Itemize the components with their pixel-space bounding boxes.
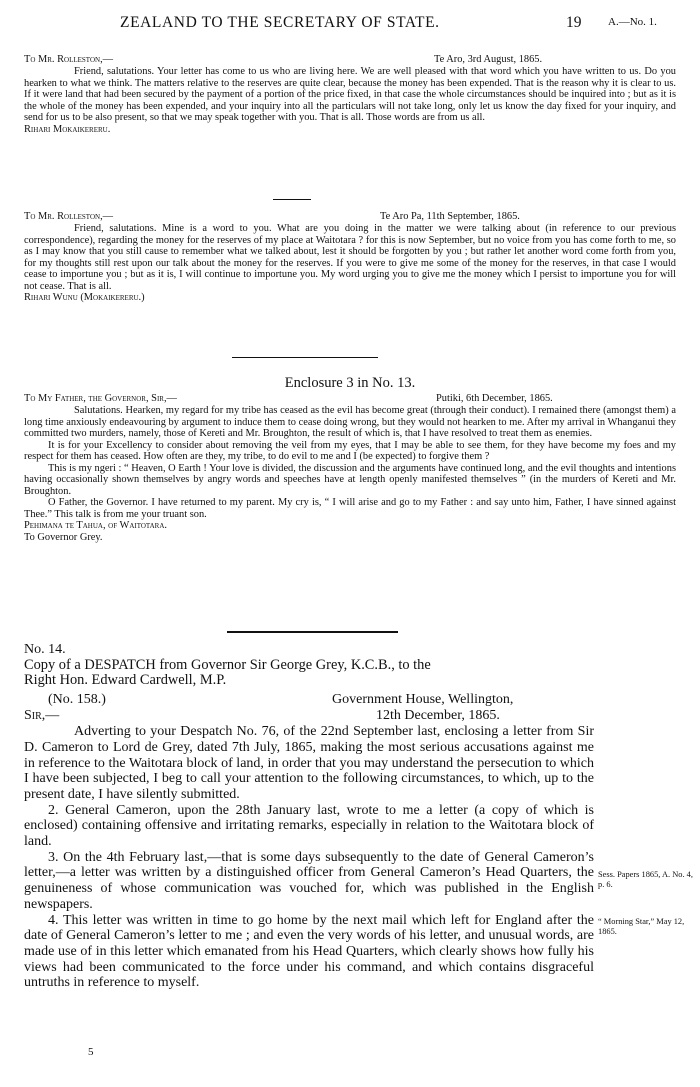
margin-note: “ Morning Star,” May 12, 1865. <box>598 917 685 936</box>
despatch-date: 12th December, 1865. <box>376 708 500 724</box>
letter-paragraph: This is my ngeri : “ Heaven, O Earth ! Your love is divided, the discussion and the arguments have continued long, and the evil thoughts and intentions having occasionally shown themselves by angry words and speeches have at length openly manifested themselves ” (in the murders of Kereti and Mr. Broughton. <box>24 462 676 497</box>
page-header <box>0 14 700 36</box>
letter-body: Friend, salutations. Mine is a word to you. What are you doing in the matter we were talking about (in reference to our previous correspondence), regarding the money for the reserves of my place at Waitotara ? for this is now September, but no voice from you has come forth to me, so as I may know that you still cause to remember what we talked about, lest it should be forgotten by you ; but rather let another word come forth from you, for my thoughts still rest upon our talk about the money for the reserves. If you were to give me some of the money for the reserves, in that case I would cease to importune you ; but as it is, I will continue to importune you. My word urging you to give me the money which I persist to importune you for will not cease. That is all. <box>24 223 676 292</box>
despatch-salutation: Sir,— <box>24 708 60 724</box>
printer-signature-mark: 5 <box>88 1046 94 1058</box>
letter-salutation: To Mr. Rolleston,— <box>24 54 114 65</box>
page-number: 19 <box>566 14 582 31</box>
separator-rule <box>273 199 311 200</box>
letter-body: Friend, salutations. Your letter has come to us who are living here. We are well pleased with that word which you have written to us. Do you hearken to what we think. The matters relative to the reserves are quite clear, because the money has been expended. That is the reason why it is clear to us. If it were land that had been secured by the payment of a portion of the price fixed, in that case the whole circumstances should be inquired into ; but as it is the whole of the money has been expended, and your inquiry into all the particulars will not take long, only let us know the day fixed for your inquiry, and send for us to be also present, so that we may speak together with you. That is all. Those words are from us all. <box>24 66 676 123</box>
separator-rule <box>227 631 398 633</box>
despatch-place: Government House, Wellington, <box>332 692 514 708</box>
margin-note: Sess. Papers 1865, A. No. 4, p. 6. <box>598 870 693 889</box>
paper-reference: A.—No. 1. <box>608 16 657 28</box>
separator-rule <box>232 357 378 358</box>
despatch-paragraph: 3. On the 4th February last,—that is some days subsequently to the date of General Cameron’s letter,—a letter was written by a distinguished officer from General Cameron’s Head Quarters, the genuineness of whose communication was vouched for, which was published in the English newspapers. <box>24 849 594 912</box>
letter-rolleston-august <box>24 54 676 135</box>
despatch-ref-number: (No. 158.) <box>48 692 106 708</box>
despatch-title: Right Hon. Edward Cardwell, M.P. <box>24 672 227 689</box>
despatch-title: Copy of a DESPATCH from Governor Sir George Grey, K.C.B., to the <box>24 656 431 673</box>
letter-salutation: To My Father, the Governor, Sir,— <box>24 393 177 404</box>
despatch-paragraph: 4. This letter was written in time to go home by the next mail which left for England after the date of General Cameron’s letter to me ; and even the very words of his letter, and unusual words, are made use of in this letter which emanated from his Head Quarters, which clearly shows how fully his views had been communicated to the force under his command, and which contains disgraceful untruths in reference to myself. <box>24 912 594 991</box>
letter-place-date: Putiki, 6th December, 1865. <box>436 393 553 404</box>
despatch-no-14 <box>24 642 594 991</box>
running-title: ZEALAND TO THE SECRETARY OF STATE. <box>120 14 440 31</box>
enclosure-heading: Enclosure 3 in No. 13. <box>284 375 416 391</box>
despatch-paragraph: Adverting to your Despatch No. 76, of the 22nd September last, enclosing a letter from Sir D. Cameron to Lord de Grey, dated 7th July, 1865, making the most serious accusations against me in reference to the Waitotara block of land, in order that you may understand the persecution to which I have been subjected, I beg to call your attention to the following circumstances, to which, up to the present date, I have silently submitted. <box>24 724 594 802</box>
letter-signature: Pehimana te Tahua, of Waitotara. <box>24 520 168 531</box>
despatch-paragraph: 2. General Cameron, upon the 28th January last, wrote to me a letter (a copy of which is enclosed) containing offensive and irritating remarks, especially in relation to the Waitotara block of land. <box>24 802 594 850</box>
enclosure-letter <box>24 393 676 543</box>
letter-signature: Rihari Wunu (Mokaikereru.) <box>24 292 145 303</box>
letter-paragraph: Salutations. Hearken, my regard for my tribe has ceased as the evil has become great (through their conduct). I remained there (amongst them) a long time anxiously endeavouring by argument to induce them to cease doing wrong, but they would not hearken to me. After my arrival in Whanganui they committed two murders, namely, those of Kereti and Mr. Broughton, the result of which is, that I have resolved to treat them as enemies. <box>24 405 676 439</box>
despatch-number: No. 14. <box>24 642 66 657</box>
letter-rolleston-september <box>24 211 676 304</box>
letter-salutation: To Mr. Rolleston,— <box>24 211 114 222</box>
letter-paragraph: O Father, the Governor. I have returned to my parent. My cry is, “ I will arise and go to my Father : and say unto him, Father, I have sinned against Thee.” This talk is from me your truant son. <box>24 497 676 520</box>
letter-place-date: Te Aro Pa, 11th September, 1865. <box>380 211 520 222</box>
letter-signature: Rihari Mokaikereru. <box>24 123 111 135</box>
letter-place-date: Te Aro, 3rd August, 1865. <box>434 54 543 65</box>
letter-paragraph: It is for your Excellency to consider about removing the veil from my eyes, that I may be able to see them, for they have become my foes and my respect for them has ceased. How often are they, my tribe, to do evil to me and I (be expected) to forgive them ? <box>24 439 676 462</box>
letter-addressee: To Governor Grey. <box>24 531 103 543</box>
